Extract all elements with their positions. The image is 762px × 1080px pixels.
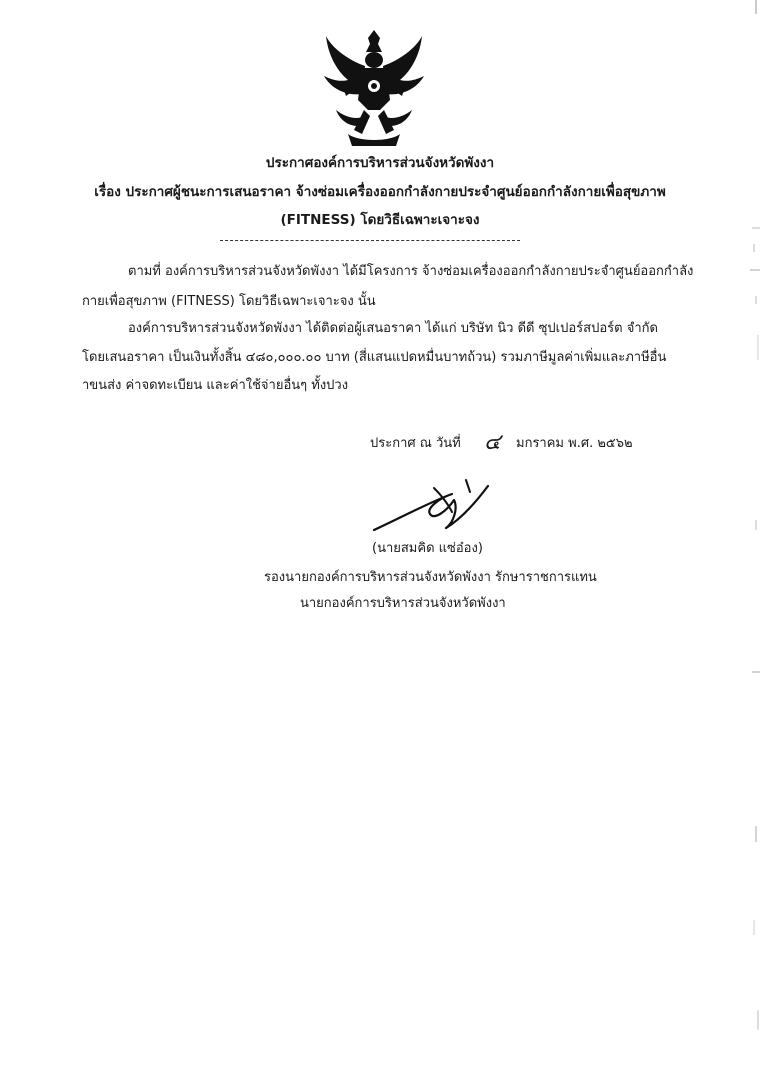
scan-edge-marks	[732, 0, 762, 1080]
body-paragraph-2-line-3: าขนส่ง ค่าจดทะเบียน และค่าใช้จ่ายอื่นๆ ทั้งปวง	[82, 378, 349, 393]
handwritten-signature	[370, 478, 495, 538]
garuda-emblem-icon	[318, 30, 430, 148]
subject-line-1: เรื่อง ประกาศผู้ชนะการเสนอราคา จ้างซ่อมเครื่องออกกำลังกายประจำศูนย์ออกกำลังกายเพื่อสุขภาพ	[94, 184, 666, 200]
body-paragraph-1-line-2: กายเพื่อสุขภาพ (FITNESS) โดยวิธีเฉพาะเจาะจง นั้น	[82, 294, 376, 309]
signer-position-line-1: รองนายกองค์การบริหารส่วนจังหวัดพังงา รักษาราชการแทน	[264, 570, 597, 585]
date-month-year: มกราคม พ.ศ. ๒๕๖๒	[516, 436, 633, 451]
date-prefix: ประกาศ ณ วันที่	[370, 436, 461, 451]
body-paragraph-2-line-1: องค์การบริหารส่วนจังหวัดพังงา ได้ติดต่อผู้เสนอราคา ได้แก่ บริษัท นิว ดีดี ซุปเปอร์สปอร์ต จำกัด	[128, 321, 658, 336]
signer-name: (นายสมคิด แซ่อ๋อง)	[372, 541, 483, 556]
date-day-handwritten: ๔	[484, 430, 501, 455]
body-paragraph-2-line-2: โดยเสนอราคา เป็นเงินทั้งสิ้น ๔๘๐,๐๐๐.๐๐ บาท (สี่แสนแปดหมื่นบาทถ้วน) รวมภาษีมูลค่าเพิ่มและภาษีอื่น	[82, 350, 667, 365]
divider-rule	[220, 240, 520, 241]
subject-line-2: (FITNESS) โดยวิธีเฉพาะเจาะจง	[280, 212, 480, 228]
announcement-title: ประกาศองค์การบริหารส่วนจังหวัดพังงา	[265, 155, 495, 171]
signer-position-line-2: นายกองค์การบริหารส่วนจังหวัดพังงา	[300, 596, 506, 611]
body-paragraph-1-line-1: ตามที่ องค์การบริหารส่วนจังหวัดพังงา ได้มีโครงการ จ้างซ่อมเครื่องออกกำลังกายประจำศูนย์ออกกำลัง	[128, 264, 694, 279]
